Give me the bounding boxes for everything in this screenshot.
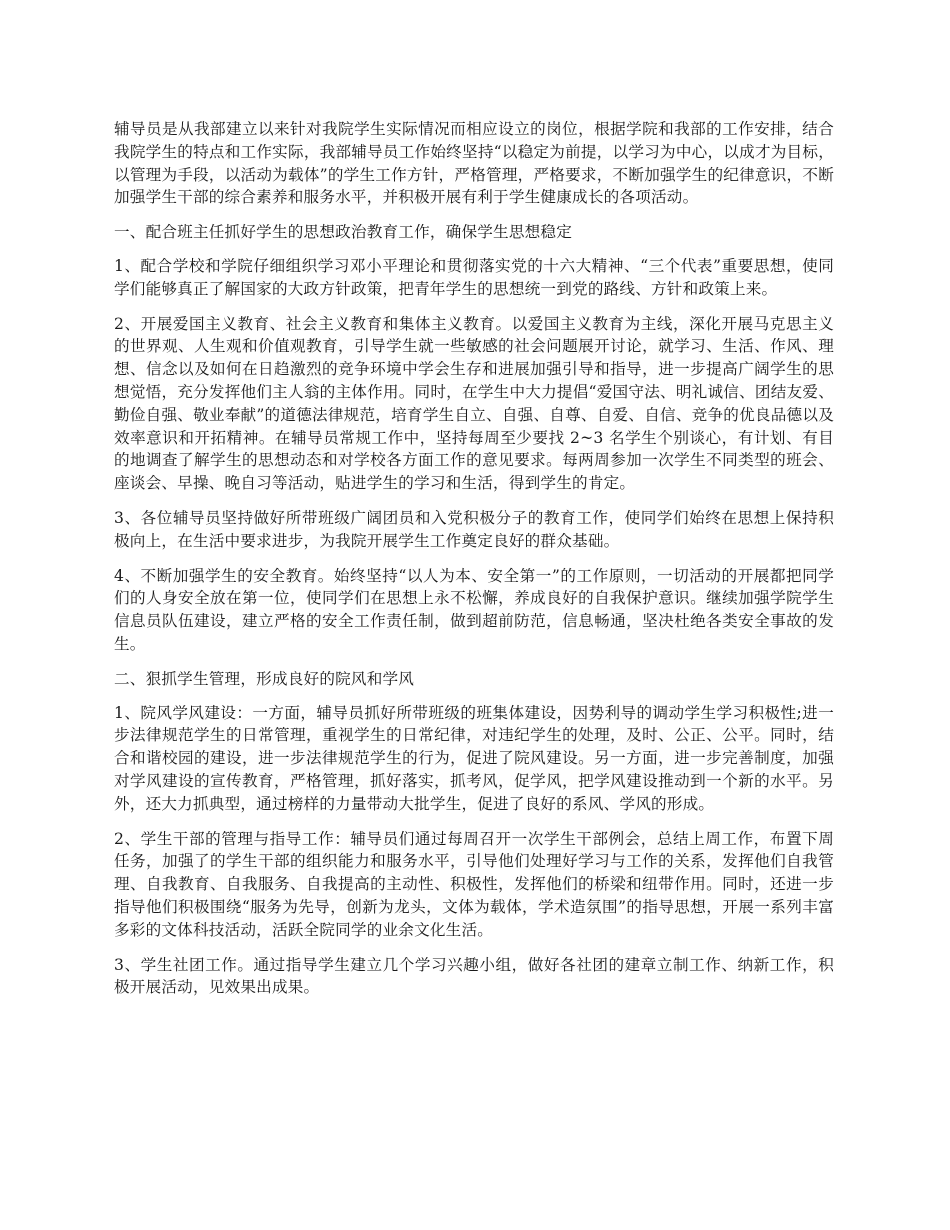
paragraph-1-3: 3、各位辅导员坚持做好所带班级广阔团员和入党积极分子的教育工作，使同学们始终在思想上保持积极向上，在生活中要求进步，为我院开展学生工作奠定良好的群众基础。 [114,508,834,550]
document-body [114,118,834,1011]
section-heading-1: 一、配合班主任抓好学生的思想政治教育工作，确保学生思想稳定 [114,223,573,242]
paragraph-1-4: 4、不断加强学生的安全教育。始终坚持“以人为本、安全第一”的工作原则，一切活动的开展都把同学们的人身安全放在第一位，使同学们在思想上永不松懈，养成良好的自我保护意识。继续加强学院学生信息员队伍建设，建立严格的安全工作责任制，做到超前防范，信息畅通，坚决杜绝各类安全事故的发生。 [114,566,834,653]
paragraph-1-2: 2、开展爱国主义教育、社会主义教育和集体主义教育。以爱国主义教育为主线，深化开展马克思主义的世界观、人生观和价值观教育，引导学生就一些敏感的社会问题展开讨论，就学习、生活、作风、理想、信念以及如何在日趋激烈的竞争环境中学会生存和进展加强引导和指导，进一步提高广阔学生的思想觉悟，充分发挥他们主人翁的主体作用。同时，在学生中大力提倡“爱国守法、明礼诚信、团结友爱、勤俭自强、敬业奉献”的道德法律规范，培育学生自立、自强、自尊、自爱、自信、竞争的优良品德以及效率意识和开拓精神。在辅导员常规工作中，坚持每周至少要找 2~3 名学生个别谈心，有计划、有目的地调查了解学生的思想动态和对学校各方面工作的意见要求。每两周参加一次学生不同类型的班会、座谈会、早操、晚自习等活动，贴进学生的学习和生活，得到学生的肯定。 [114,314,834,493]
paragraph-1-1: 1、配合学校和学院仔细组织学习邓小平理论和贯彻落实党的十六大精神、“三个代表”重要思想，使同学们能够真正了解国家的大政方针政策，把青年学生的思想统一到党的路线、方针和政策上来。 [114,256,834,298]
section-heading-2: 二、狠抓学生管理，形成良好的院风和学风 [114,669,415,688]
intro-paragraph: 辅导员是从我部建立以来针对我院学生实际情况而相应设立的岗位，根据学院和我部的工作安排，结合我院学生的特点和工作实际，我部辅导员工作始终坚持“以稳定为前提，以学习为中心，以成才为目标，以管理为手段，以活动为载体”的学生工作方针，严格管理，严格要求，不断加强学生的纪律意识，不断加强学生干部的综合素养和服务水平，并积极开展有利于学生健康成长的各项活动。 [114,120,834,207]
paragraph-2-3: 3、学生社团工作。通过指导学生建立几个学习兴趣小组，做好各社团的建章立制工作、纳新工作，积极开展活动，见效果出成果。 [114,955,834,997]
paragraph-2-1: 1、院风学风建设：一方面，辅导员抓好所带班级的班集体建设，因势利导的调动学生学习积极性;进一步法律规范学生的日常管理，重视学生的日常纪律，对违纪学生的处理，及时、公正、公平。同时，结合和谐校园的建设，进一步法律规范学生的行为，促进了院风建设。另一方面，进一步完善制度，加强对学风建设的宣传教育，严格管理，抓好落实，抓考风，促学风，把学风建设推动到一个新的水平。另外，还大力抓典型，通过榜样的力量带动大批学生，促进了良好的系风、学风的形成。 [114,703,834,813]
paragraph-2-2: 2、学生干部的管理与指导工作：辅导员们通过每周召开一次学生干部例会，总结上周工作，布置下周任务，加强了的学生干部的组织能力和服务水平，引导他们处理好学习与工作的关系，发挥他们自我管理、自我教育、自我服务、自我提高的主动性、积极性，发挥他们的桥梁和纽带作用。同时，还进一步指导他们积极围绕“服务为先导，创新为龙头，文体为载体，学术造氛围”的指导思想，开展一系列丰富多彩的文体科技活动，活跃全院同学的业余文化生活。 [114,829,834,939]
